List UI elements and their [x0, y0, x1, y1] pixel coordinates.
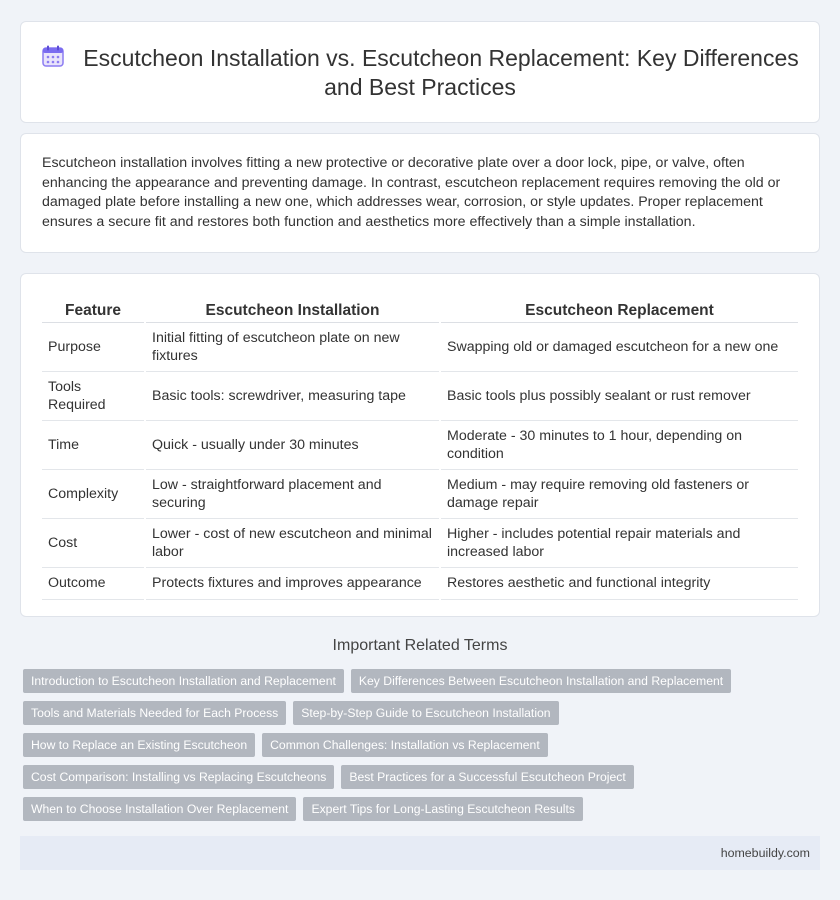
row-replacement: Swapping old or damaged escutcheon for a new one	[440, 322, 798, 371]
intro-card	[20, 133, 820, 253]
calendar-icon	[41, 44, 65, 68]
row-installation: Quick - usually under 30 minutes	[145, 420, 440, 469]
footer-site-link[interactable]: homebuildy.com	[720, 846, 810, 860]
related-term-tag[interactable]: Common Challenges: Installation vs Replacement	[262, 733, 548, 757]
related-term-tag[interactable]: Step-by-Step Guide to Escutcheon Installation	[293, 701, 558, 725]
row-feature: Outcome	[42, 567, 145, 599]
header-installation: Escutcheon Installation	[145, 296, 440, 322]
row-installation: Initial fitting of escutcheon plate on new fixtures	[145, 322, 440, 371]
page-title	[21, 44, 819, 102]
footer	[20, 836, 820, 870]
comparison-table	[42, 296, 798, 600]
related-term-tag[interactable]: When to Choose Installation Over Replacement	[23, 797, 296, 821]
table-row	[42, 371, 798, 420]
row-installation: Protects fixtures and improves appearance	[145, 567, 440, 599]
title-wrap	[21, 44, 819, 102]
related-term-tag[interactable]: Best Practices for a Successful Escutcheon Project	[341, 765, 633, 789]
table-row	[42, 567, 798, 599]
row-replacement: Higher - includes potential repair materials and increased labor	[440, 518, 798, 567]
row-feature: Complexity	[42, 469, 145, 518]
related-terms-list	[23, 669, 793, 821]
related-term-tag[interactable]: How to Replace an Existing Escutcheon	[23, 733, 255, 757]
table-row	[42, 469, 798, 518]
related-term-tag[interactable]: Cost Comparison: Installing vs Replacing Escutcheons	[23, 765, 334, 789]
table-row	[42, 518, 798, 567]
row-feature: Purpose	[42, 322, 145, 371]
title-card	[20, 21, 820, 123]
related-term-tag[interactable]: Expert Tips for Long-Lasting Escutcheon Results	[303, 797, 583, 821]
related-term-tag[interactable]: Introduction to Escutcheon Installation and Replacement	[23, 669, 344, 693]
header-replacement: Escutcheon Replacement	[440, 296, 798, 322]
row-installation: Low - straightforward placement and securing	[145, 469, 440, 518]
row-replacement: Medium - may require removing old fasteners or damage repair	[440, 469, 798, 518]
row-feature: Tools Required	[42, 371, 145, 420]
row-replacement: Restores aesthetic and functional integrity	[440, 567, 798, 599]
row-installation: Lower - cost of new escutcheon and minimal labor	[145, 518, 440, 567]
related-term-tag[interactable]: Tools and Materials Needed for Each Process	[23, 701, 286, 725]
table-header-row	[42, 296, 798, 322]
related-terms-heading: Important Related Terms	[332, 637, 508, 654]
table-row	[42, 322, 798, 371]
table-row	[42, 420, 798, 469]
row-feature: Cost	[42, 518, 145, 567]
row-replacement: Basic tools plus possibly sealant or rust remover	[440, 371, 798, 420]
intro-paragraph: Escutcheon installation involves fitting a new protective or decorative plate over a door lock, pipe, or valve, often enhancing the appearance and preventing damage. In contrast, escutcheon replacement requires removing the old or damaged plate before installing a new one, which addresses wear, corrosion, or style updates. Proper replacement ensures a secure fit and restores both function and aesthetics more effectively than a simple installation.	[42, 155, 781, 230]
row-installation: Basic tools: screwdriver, measuring tape	[145, 371, 440, 420]
row-feature: Time	[42, 420, 145, 469]
header-feature: Feature	[42, 296, 145, 322]
row-replacement: Moderate - 30 minutes to 1 hour, depending on condition	[440, 420, 798, 469]
comparison-card	[20, 273, 820, 617]
page-title-text: Escutcheon Installation vs. Escutcheon Replacement: Key Differences and Best Practices	[83, 45, 799, 100]
related-term-tag[interactable]: Key Differences Between Escutcheon Installation and Replacement	[351, 669, 731, 693]
